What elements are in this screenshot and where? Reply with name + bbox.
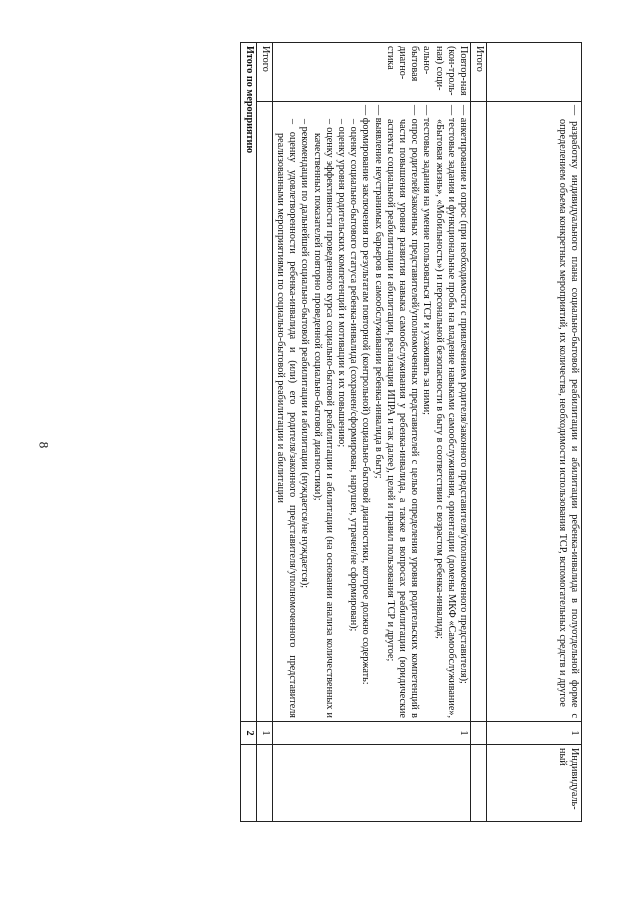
page-number: 8 <box>36 441 52 449</box>
count-cell: 1 <box>487 722 582 745</box>
list-subitem: – оценку уровня родительских компетенций и мотивации к их повышению; <box>335 119 347 448</box>
description-cell <box>272 102 470 722</box>
count-cell: 1 <box>272 722 470 745</box>
empty-cell <box>256 745 272 822</box>
total-count: 2 <box>240 722 256 745</box>
empty-cell <box>272 745 470 822</box>
list-subitem: – оценку эффективности проведенного курса социально-бытовой реабилитации и абилитации (на основании анализа количественных и качественных показателей повторно проведенной социально-бытовой диагностики); <box>311 119 335 718</box>
stage-cell <box>487 43 582 102</box>
subtotal-count: 1 <box>256 722 272 745</box>
list-subitem: – рекомендации по дальнейшей социально-бытовой реабилитации и абилитации (нуждается/не нуждается); <box>299 119 311 589</box>
subtotal-label: Итого <box>256 43 272 102</box>
table-row <box>487 43 582 822</box>
list-subitem: – оценку удовлетворенности ребенка-инвалида и (или) его родителя/законного представителя/уполномоченного представителя реализованными мероприятиями по социально-бытовой реабилитации и абилитации <box>274 119 299 718</box>
table-row <box>256 43 272 822</box>
empty-cell <box>240 745 256 822</box>
table-row <box>471 43 487 822</box>
empty-cell <box>471 102 487 722</box>
list-item: — опрос родителей/законных представителей/уполномоченных представителей с целью определения уровня родительских компетенций в части повышения уровня развития навыка самообслуживания у ребенка-инвалида, а также в вопросах реабилитации (юридические аспекты социальной реабилитации и абилитации, реализация ИПРА и так далее), целей и правил пользования ТСР и другое; <box>384 105 421 718</box>
empty-cell <box>256 102 272 722</box>
list-item: — разработку индивидуального плана социально-бытовой реабилитации и абилитации ребенка-инвалида в полуотдельной форме с определением объема конкретных мероприятий, их количества, необходимости использования ТСР, вспомогательных средств и другое <box>556 105 580 718</box>
list-item: — формирование заключения по результатам повторной (контрольной) социально-бытовой диагностики, которое должно содержать: <box>360 105 372 685</box>
list-subitem: – оценку социально-бытового статуса ребенка-инвалида (сохранен/сформирован, нарушен, утрачен/не сформирован); <box>348 119 360 632</box>
empty-cell <box>471 722 487 745</box>
table-row <box>272 43 470 822</box>
empty-cell <box>471 745 487 822</box>
list-item: — анкетирование и опрос (при необходимости с привлечением родителя/законного представителя/уполномоченного представителя); <box>458 105 469 684</box>
list-item: — выявление неустранимых барьеров в самообслуживании ребенка-инвалида в быту; <box>372 105 384 479</box>
description-cell <box>487 102 582 722</box>
stage-cell: Повтор-ная (кон-троль-ная) соци-ально-бытовая диагно-стика <box>272 43 470 102</box>
total-label: Итого по мероприятию <box>240 43 256 722</box>
rotated-page-content <box>72 42 582 822</box>
activities-table <box>240 42 582 822</box>
list-item: — тестовые задания и функциональные пробы на владение навыками самообслуживания, ориентации (домены МКФ «Самообслуживание», «Бытовая жизнь», «Мобильность») и персональной безопасности в быту в соответствии с возрастом ребенка-инвалида; <box>433 105 457 718</box>
subtotal-label: Итого <box>471 43 487 102</box>
table-row <box>240 43 256 822</box>
list-item: — тестовые задания на умение пользоваться ТСР и ухаживать за ними; <box>421 105 433 416</box>
form-cell: Индивидуаль-ный <box>487 745 582 822</box>
